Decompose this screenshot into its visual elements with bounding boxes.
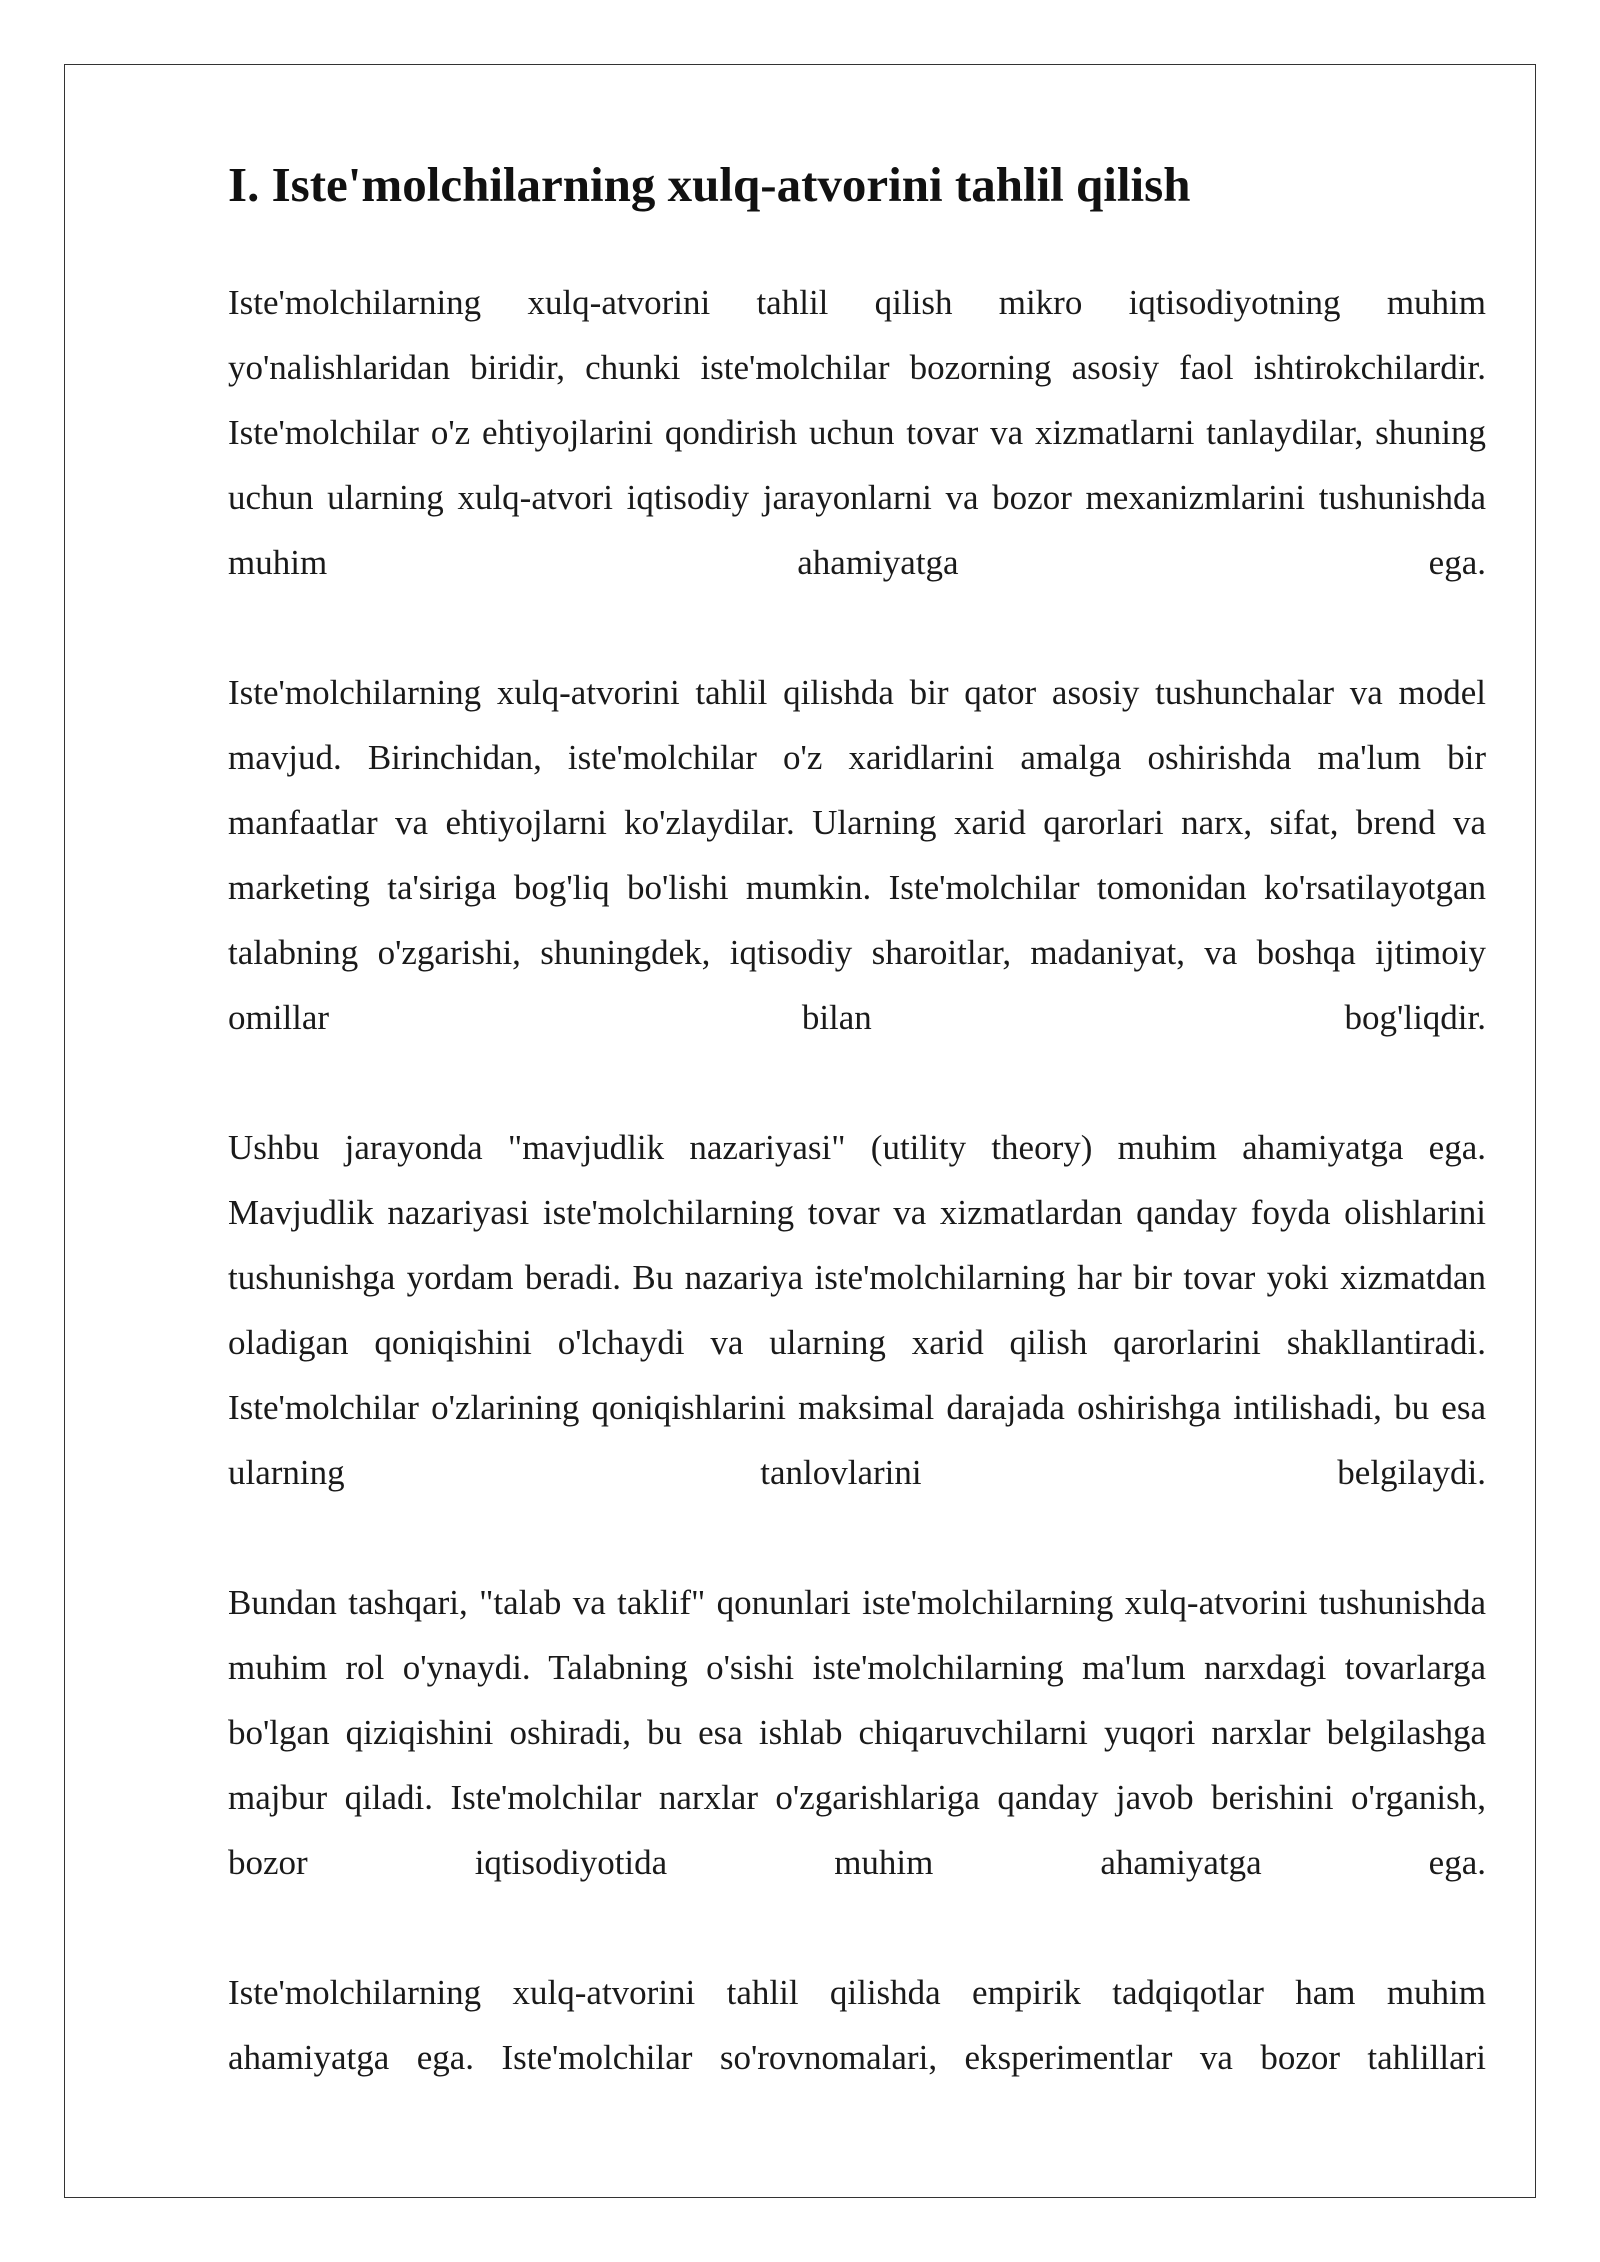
paragraph-3: Ushbu jarayonda "mavjudlik nazariyasi" (utility theory) muhim ahamiyatga ega. Mavjudlik nazariyasi iste'molchilarning tovar va xizmatlardan qanday foyda olishlarini tushunishga yordam beradi. Bu nazariya iste'molchilarning har bir tovar yoki xizmatdan oladigan qoniqishini o'lchaydi va ularning xarid qilish qarorlarini shakllantiradi. Iste'molchilar o'zlarining qoniqishlarini maksimal darajada oshirishga intilishadi, bu esa ularning tanlovlarini belgilaydi.	[228, 1128, 1486, 1492]
paragraph-1: Iste'molchilarning xulq-atvorini tahlil qilish mikro iqtisodiyotning muhim yo'nalishlaridan biridir, chunki iste'molchilar bozorning asosiy faol ishtirokchilardir. Iste'molchilar o'z ehtiyojlarini qondirish uchun tovar va xizmatlarni tanlaydilar, shuning uchun ularning xulq-atvori iqtisodiy jarayonlarni va bozor mexanizmlarini tushunishda muhim ahamiyatga ega.	[228, 283, 1486, 582]
paragraph-5: Iste'molchilarning xulq-atvorini tahlil qilishda empirik tadqiqotlar ham muhim ahamiyatga ega. Iste'molchilar so'rovnomalari, eksperimentlar va bozor tahlillari	[228, 1973, 1486, 2077]
document-body	[228, 150, 1486, 2155]
paragraph-2: Iste'molchilarning xulq-atvorini tahlil qilishda bir qator asosiy tushunchalar va model mavjud. Birinchidan, iste'molchilar o'z xaridlarini amalga oshirishda ma'lum bir manfaatlar va ehtiyojlarni ko'zlaydilar. Ularning xarid qarorlari narx, sifat, brend va marketing ta'siriga bog'liq bo'lishi mumkin. Iste'molchilar tomonidan ko'rsatilayotgan talabning o'zgarishi, shuningdek, iqtisodiy sharoitlar, madaniyat, va boshqa ijtimoiy omillar bilan bog'liqdir.	[228, 673, 1486, 1037]
section-heading: I. Iste'molchilarning xulq-atvorini tahlil qilish	[228, 157, 1191, 212]
paragraph-4: Bundan tashqari, "talab va taklif" qonunlari iste'molchilarning xulq-atvorini tushunishda muhim rol o'ynaydi. Talabning o'sishi iste'molchilarning ma'lum narxdagi tovarlarga bo'lgan qiziqishini oshiradi, bu esa ishlab chiqaruvchilarni yuqori narxlar belgilashga majbur qiladi. Iste'molchilar narxlar o'zgarishlariga qanday javob berishini o'rganish, bozor iqtisodiyotida muhim ahamiyatga ega.	[228, 1583, 1486, 1882]
